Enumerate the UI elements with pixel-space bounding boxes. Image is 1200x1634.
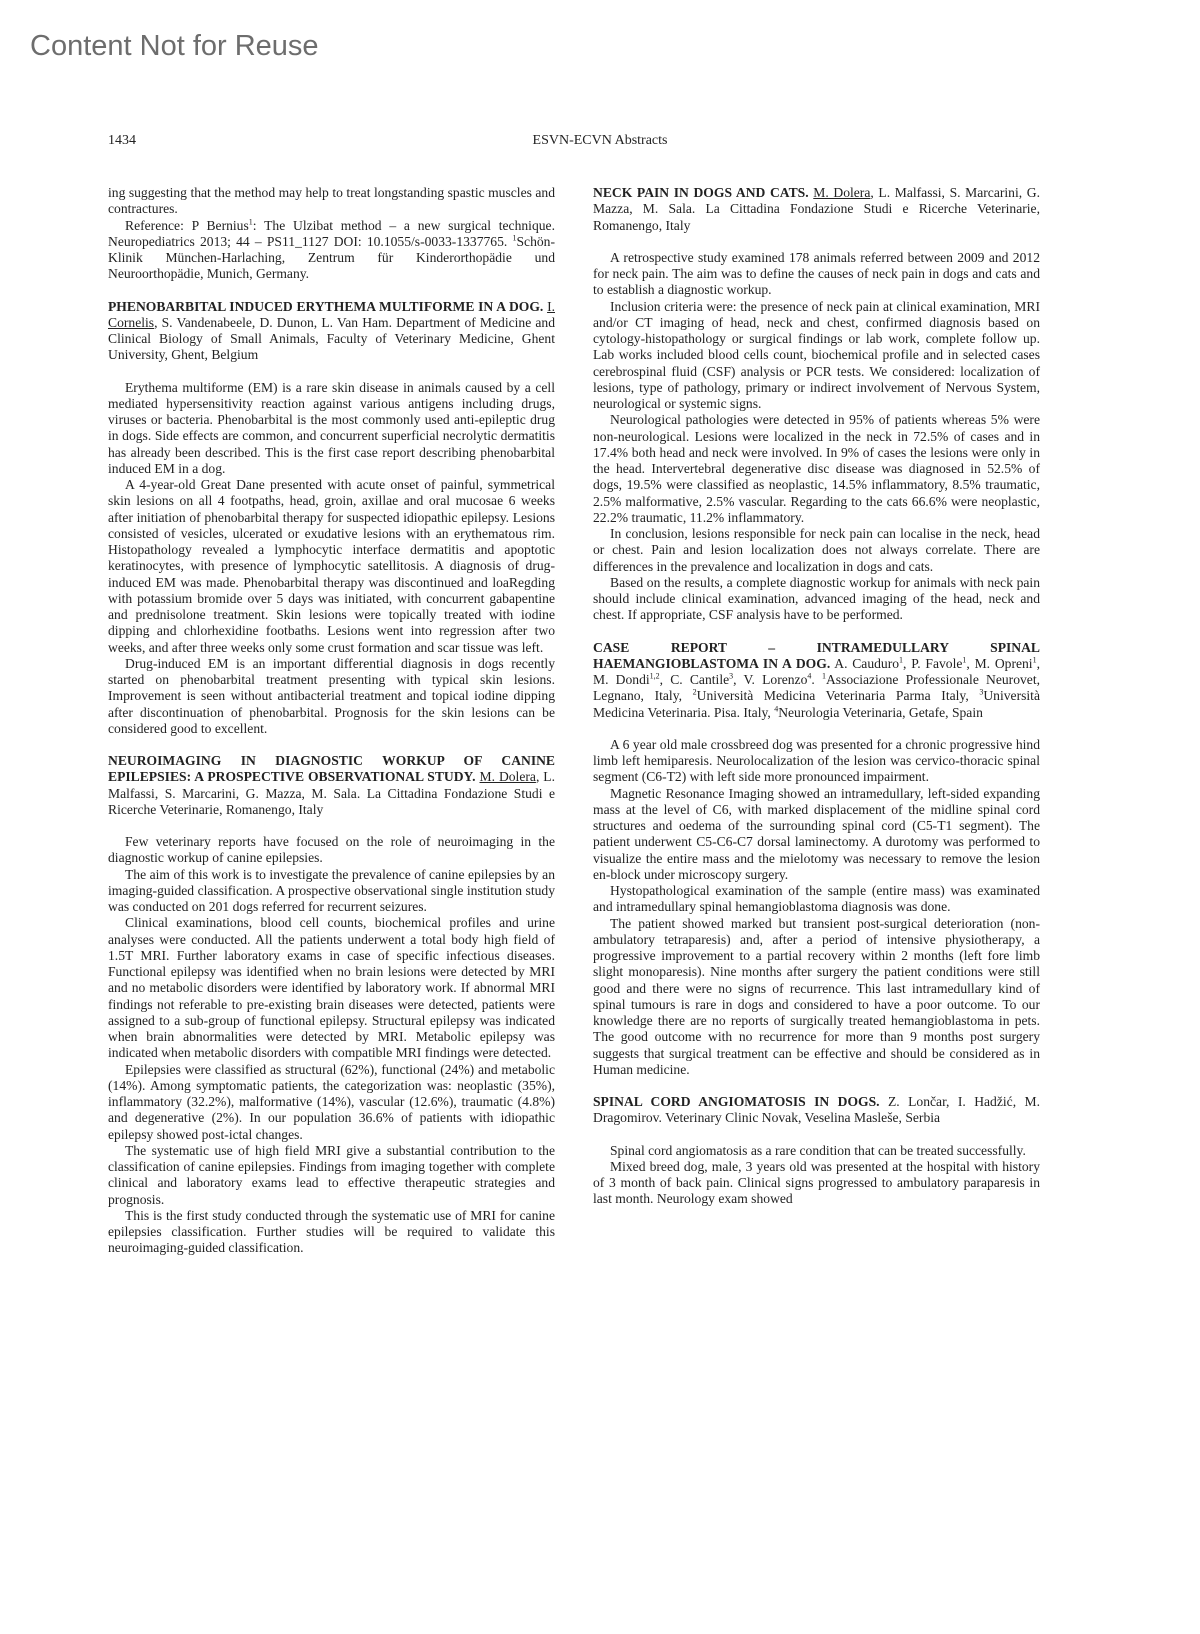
presenting-author: A. Cauduro: [834, 655, 900, 671]
abstract-header: [108, 753, 555, 818]
superscript: 3: [979, 687, 984, 697]
running-head: ESVN-ECVN Abstracts: [532, 133, 668, 148]
author: , M. Opreni: [966, 655, 1033, 671]
superscript: 1: [1032, 655, 1037, 665]
paragraph: Erythema multiforme (EM) is a rare skin disease in animals caused by a cell mediated hypersensitivity reaction against various antigens including drugs, viruses or bacteria. Phenobarbital is the most commonly used anti-epileptic drug in dogs. Side effects are common, and concurrent superficial necrolytic dermatitis has already been described. This is the first case report describing phenobarbital induced EM in a dog.: [108, 379, 555, 476]
abstract-title: NEUROIMAGING IN DIAGNOSTIC WORKUP OF CANINE EPILEPSIES: A PROSPECTIVE OBSERVATIONAL STUDY.: [108, 753, 555, 785]
superscript: 1,2: [649, 671, 660, 681]
affiliation: Università Medicina Veterinaria Parma Italy,: [696, 688, 980, 704]
reference-text: Schön-Klinik München-Harlaching, Zentrum für Kinderorthopädie und Neuroorthopädie, Munich, Germany.: [108, 233, 555, 282]
abstract-title: SPINAL CORD ANGIOMATOSIS IN DOGS.: [593, 1094, 880, 1109]
paragraph: The aim of this work is to investigate the prevalence of canine epilepsies by an imaging-guided classification. A prospective observational single institution study was conducted on 201 dogs referred for recurrent seizures.: [108, 866, 555, 914]
reference-text: Reference: P Bernius: [125, 217, 249, 233]
abstract-erythema-multiforme: [108, 299, 555, 738]
affiliation: Università Medicina Veterinaria. Pisa. Italy,: [593, 688, 1040, 720]
paragraph: ing suggesting that the method may help to treat longstanding spastic muscles and contractures.: [108, 185, 555, 217]
paragraph: Spinal cord angiomatosis as a rare condition that can be treated successfully.: [610, 1142, 1026, 1158]
presenting-author: M. Dolera: [813, 185, 871, 200]
abstract-header: CASE REPORT – INTRAMEDULLARY SPINAL HAEMANGIOBLASTOMA IN A DOG. A. Cauduro$^1$, P. Favole$^1$, M. Opreni$^1$, M. Dondi$^{1,2}$, C. Cantile$^3$, V. Lorenzo$^4$. $^1$Associazione Professionale Neurovet, Legnano, Italy, $^2$Università Medicina Veterinaria Parma Italy, $^3$Università Medicina Veterinaria. Pisa. Italy, $^4$Neurologia Veterinaria, Getafe, Spain: [593, 639, 1041, 720]
authors-affiliation: , L. Malfassi, S. Marcarini, G. Mazza, M. Sala. La Cittadina Fondazione Studi e Ricerche Veterinarie, Romanengo, Italy: [593, 185, 1040, 233]
presenting-author: I. Cornelis: [108, 298, 555, 330]
author: , M. Dondi: [593, 655, 1040, 687]
abstract-title: NECK PAIN IN DOGS AND CATS.: [593, 185, 809, 200]
superscript: 1: [962, 655, 967, 665]
superscript: 1: [512, 233, 517, 243]
watermark: Content Not for Reuse: [30, 30, 319, 62]
abstract-neuroimaging-epilepsies: [108, 753, 555, 1257]
paragraph: The patient showed marked but transient post-surgical deterioration (non-ambulatory tetraparesis) and, after a period of intensive physiotherapy, a progressive improvement to a partial recovery within 2 months (left fore limb slight monoparesis). Nine months after surgery the patient conditions were still good and there were no signs of recurrence. This last intramedullary kind of spinal tumours is rare in dogs and considered to have a poor outcome. To our knowledge there are no reports of surgically treated hemangioblastoma in pets. The good outcome with no recurrence for more than 9 months post surgery suggests that surgical treatment can be effective and should be considered as in Human medicine.: [593, 915, 1040, 1077]
left-column: [108, 185, 555, 1273]
paragraph: Based on the results, a complete diagnostic workup for animals with neck pain should include clinical examination, advanced imaging of the head, neck and chest. If appropriate, CSF analysis have to be performed.: [593, 574, 1040, 623]
superscript: 1: [248, 216, 253, 226]
paragraph: Magnetic Resonance Imaging showed an intramedullary, left-sided expanding mass at the level of C6, with marked displacement of the midline spinal cord structures and oedema of the surrounding spinal cord (C5-T1 segment). The patient underwent C5-C6-C7 dorsal laminectomy. A durotomy was performed to visualize the entire mass and the mielotomy was necessary to remove the lesion en-block under microscopy surgery.: [593, 785, 1040, 882]
abstract-header: [593, 185, 1040, 234]
paragraph: Hystopathological examination of the sample (entire mass) was examinated and intramedullary spinal hemangioblastoma diagnosis was done.: [593, 883, 1040, 915]
paragraph: A retrospective study examined 178 animals referred between 2009 and 2012 for neck pain. The aim was to define the causes of neck pain in dogs and cats and to establish a diagnostic workup.: [593, 249, 1040, 298]
abstract-header: [593, 1094, 1040, 1127]
affiliation: Associazione Professionale Neurovet, Legnano, Italy,: [593, 672, 1041, 704]
authors-affiliation: Z. Lončar, I. Hadžić, M. Dragomirov. Veterinary Clinic Novak, Veselina Masleše, Serbia: [593, 1094, 1040, 1126]
abstract-haemangioblastoma: [593, 640, 1040, 1079]
paragraph: The systematic use of high field MRI give a substantial contribution to the classification of canine epilepsies. Findings from imaging together with complete clinical and laboratory exams lead to effective therapeutic strategies and prognosis.: [108, 1142, 555, 1207]
paragraph: Mixed breed dog, male, 3 years old was presented at the hospital with history of 3 month of back pain. Clinical signs progressed to ambulatory paraparesis in last month. Neurology exam showed: [593, 1158, 1040, 1207]
author: , P. Favole: [903, 655, 963, 671]
abstract-title: CASE REPORT – INTRAMEDULLARY SPINAL HAEMANGIOBLASTOMA IN A DOG.: [593, 639, 1040, 671]
paragraph: A 4-year-old Great Dane presented with acute onset of painful, symmetrical skin lesions on all 4 footpaths, head, groin, axillae and oral mucosae 6 weeks after initiation of phenobarbital therapy for suspected idiopathic epilepsy. Lesions consisted of vesicles, ulcerated or exudative lesions with an erythematous rim. Histopathology revealed a lymphocytic interface dermatitis and apoptotic keratinocytes, with presence of lymphocytic satellitosis. A diagnosis of drug-induced EM was made. Phenobarbital therapy was discontinued and loaRegding with potassium bromide over 5 days was initiated, with concurrent gabapentine and prednisolone treatment. Skin lesions were topically treated with iodine dipping and chlorhexidine footbaths. Lesions went into regression after two weeks, and after three weeks only some crust formation and scar tissue was left.: [108, 477, 555, 655]
paragraph: A 6 year old male crossbreed dog was presented for a chronic progressive hind limb left hemiparesis. Neurolocalization of the lesion was cervico-thoracic spinal segment (C6-T2) with left side more pronounced impairment.: [593, 736, 1040, 785]
superscript: 4: [807, 671, 812, 681]
paragraph: Drug-induced EM is an important differential diagnosis in dogs recently started on phenobarbital treatment presenting with typical skin lesions. Improvement is seen without antibacterial treatment and topical iodine dipping after discontinuation of phenobarbital. Prognosis for the skin lesions can be considered good to excellent.: [108, 655, 555, 736]
paragraph: Epilepsies were classified as structural (62%), functional (24%) and metabolic (14%). Among symptomatic patients, the categorization was: neoplastic (35%), inflammatory (32.2%), malformative (14%), vascular (12.6%), traumatic (4.8%) and degenerative (2%). In our population 36.6% of patients with idiopathic epilepsy showed post-ictal changes.: [108, 1061, 555, 1142]
paragraph: Inclusion criteria were: the presence of neck pain at clinical examination, MRI and/or CT imaging of head, neck and chest, confirmed diagnosis based on cytology-histopathology or surgical findings or lab work, complete follow up. Lab works included blood cells count, biochemical profile and in selected cases cerebrospinal fluid (CSF) analysis or PCR tests. We considered: localization of lesions, type of pathology, primary or indirect involvement of Nervous System, neurological or systemic signs.: [593, 298, 1040, 411]
author: , V. Lorenzo: [733, 672, 808, 687]
abstract-spinal-cord-angiomatosis: [593, 1094, 1040, 1208]
paragraph: This is the first study conducted through the systematic use of MRI for canine epilepsies classification. Further studies will be required to validate this neuroimaging-guided classification.: [108, 1207, 555, 1256]
paragraph: Few veterinary reports have focused on the role of neuroimaging in the diagnostic workup of canine epilepsies.: [108, 834, 555, 866]
presenting-author: M. Dolera: [479, 769, 536, 785]
superscript: 1: [899, 655, 904, 665]
abstract-neck-pain: [593, 185, 1040, 624]
author: , C. Cantile: [659, 672, 730, 687]
abstract-header: [108, 299, 555, 364]
page-number: 1434: [108, 133, 136, 148]
authors-affiliation: , S. Vandenabeele, D. Dunon, L. Van Ham. Department of Medicine and Clinical Biology of Small Animals, Faculty of Veterinary Medicine, Ghent University, Ghent, Belgium: [108, 314, 555, 363]
reference-text: : The Ulzibat method – a new surgical technique. Neuropediatrics 2013; 44 – PS11_1127 DOI: 10.1055/s-0033-1337765.: [108, 217, 555, 249]
authors-affiliation: , L. Malfassi, S. Marcarini, G. Mazza, M. Sala. La Cittadina Fondazione Studi e Ricerche Veterinarie, Romanengo, Italy: [108, 769, 555, 817]
paragraph: In conclusion, lesions responsible for neck pain can localise in the neck, head or chest. Pain and lesion localization does not always correlate. There are differences in the prevalence and localization in dogs and cats.: [593, 526, 1040, 574]
affiliation: Neurologia Veterinaria, Getafe, Spain: [778, 704, 983, 720]
right-column: [593, 185, 1040, 1224]
continuation-text: [108, 185, 555, 283]
superscript: 4: [774, 703, 779, 713]
abstract-title: PHENOBARBITAL INDUCED ERYTHEMA MULTIFORME IN A DOG.: [108, 298, 544, 314]
reference-paragraph: [108, 218, 555, 283]
superscript: 1: [821, 671, 826, 681]
superscript: 2: [692, 687, 697, 697]
paragraph: Clinical examinations, blood cell counts, biochemical profiles and urine analyses were conducted. All the patients underwent a total body high field of 1.5T MRI. Further laboratory exams in case of specific infectious diseases. Functional epilepsy was identified when no brain lesions were detected by MRI and no metabolic disorders were identified by laboratory work. If abnormal MRI findings not referable to pre-existing brain diseases were detected, patients were assigned to a sub-group of functional epilepsy. Structural epilepsy was indicated when brain abnormalities were detected by MRI. Metabolic epilepsy was indicated when metabolic disorders with compatible MRI findings were detected.: [108, 915, 555, 1061]
superscript: 3: [729, 671, 734, 681]
paragraph: Neurological pathologies were detected in 95% of patients whereas 5% were non-neurological. Lesions were localized in the neck in 72.5% of cases and in 17.4% both head and neck were involved. In 9% of cases the lesions were only in the head. Intervertebral degenerative disc disease was diagnosed in 52.5% of dogs, 19.5% were classified as neoplastic, 14.5% inflammatory, 8.5% traumatic, 2.5% malformative, 2.5% vascular. Regarding to the cats 66.6% were neoplastic, 22.2% traumatic, 11.2% inflammatory.: [593, 412, 1040, 525]
